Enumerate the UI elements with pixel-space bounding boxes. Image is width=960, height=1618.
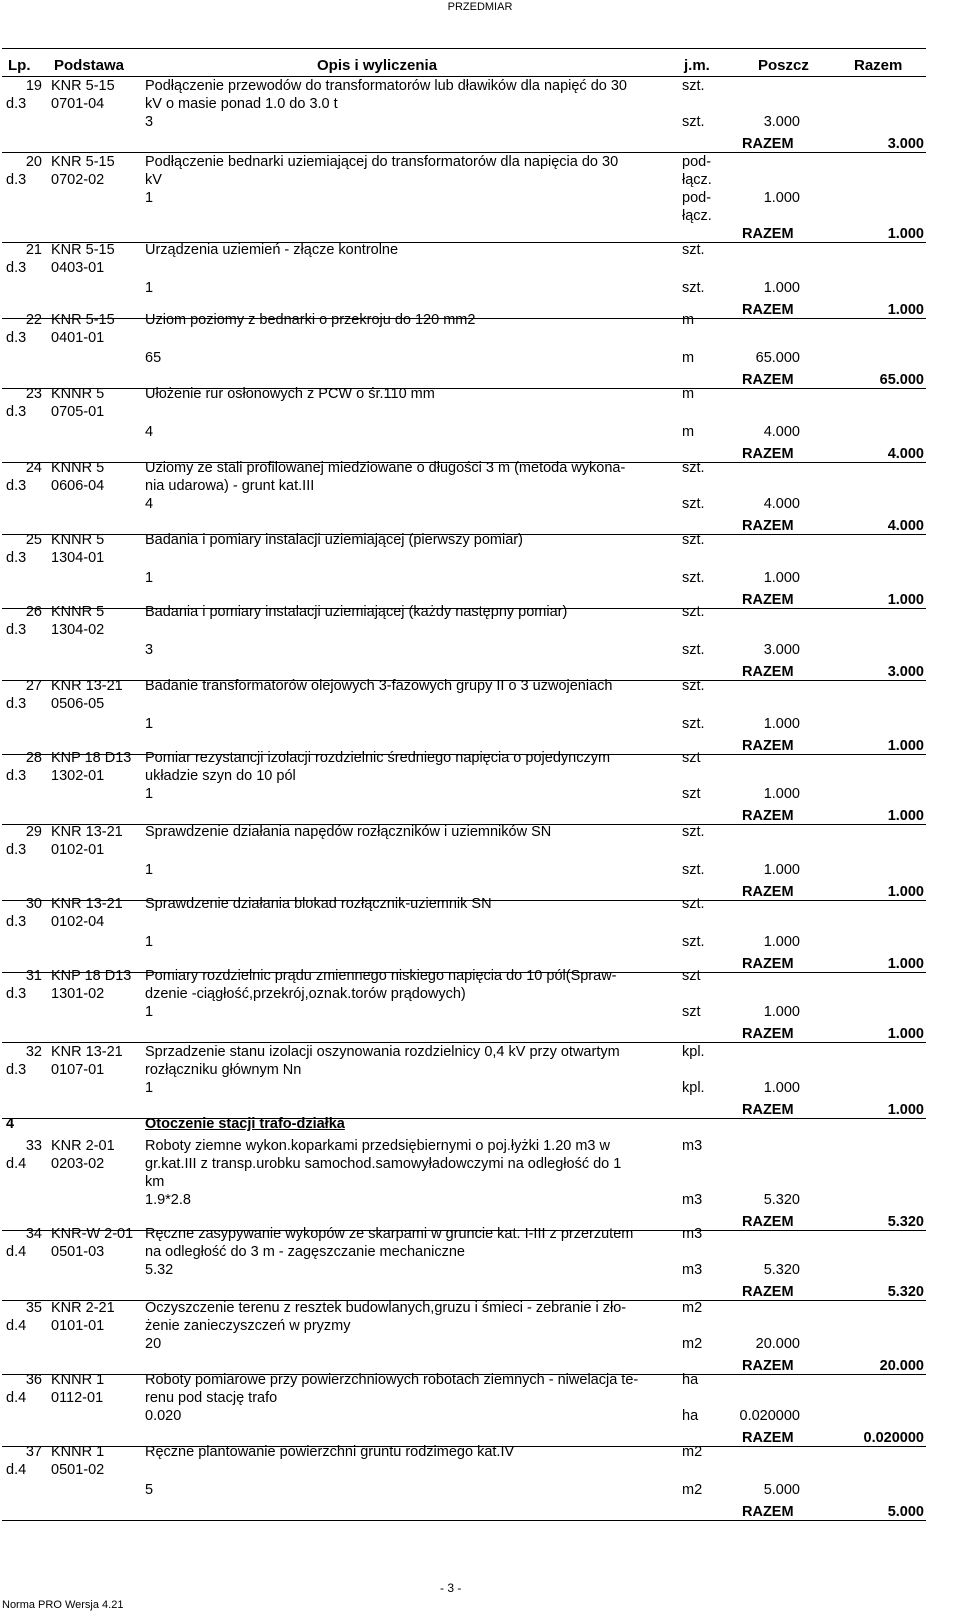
item-calculation: 1 xyxy=(145,1080,154,1096)
item-calc-unit: szt. xyxy=(682,280,705,296)
item-description-line: na odległość do 3 m - zagęszczanie mechaniczne xyxy=(145,1244,465,1260)
item-number: 25 xyxy=(25,532,42,548)
row-separator xyxy=(2,242,926,243)
item-description-line: Ręczne plantowanie powierzchni gruntu rodzimego kat.IV xyxy=(145,1444,515,1460)
item-description-line: Podłączenie przewodów do transformatorów lub dławików dla napięć do 30 xyxy=(145,78,627,94)
item-total: 0.020000 xyxy=(863,1430,924,1446)
item-calculation: 4 xyxy=(145,496,154,512)
header-poszcz: Poszcz xyxy=(758,57,809,74)
item-basis-code: 0203-02 xyxy=(51,1156,105,1172)
item-number: 19 xyxy=(25,78,42,94)
item-description-line: Roboty pomiarowe przy powierzchniowych robotach ziemnych - niwelacja te- xyxy=(145,1372,639,1388)
item-calc-unit: szt xyxy=(682,1004,701,1020)
item-basis-code: 1304-02 xyxy=(51,622,105,638)
item-unit: szt. xyxy=(682,532,705,548)
item-total: 3.000 xyxy=(887,136,924,152)
item-basis: KNR 2-21 xyxy=(51,1300,115,1316)
page-title: PRZEDMIAR xyxy=(447,1,513,13)
item-description-line: Sprawdzenie działania napędów rozłączników i uziemników SN xyxy=(145,824,552,840)
item-basis-code: 0501-03 xyxy=(51,1244,105,1260)
header-podstawa: Podstawa xyxy=(54,57,125,74)
item-total: 5.320 xyxy=(887,1214,924,1230)
item-description-line: kV xyxy=(145,172,162,188)
item-unit: szt xyxy=(682,968,701,984)
item-calc-unit: m xyxy=(682,350,695,366)
item-number: 23 xyxy=(25,386,42,402)
item-number: 27 xyxy=(25,678,42,694)
item-chapter: d.3 xyxy=(6,404,27,420)
item-razem-label: RAZEM xyxy=(742,1026,794,1042)
item-calculation: 1 xyxy=(145,1004,154,1020)
item-unit: kpl. xyxy=(682,1044,705,1060)
item-total: 1.000 xyxy=(887,884,924,900)
item-description-line: Ręczne zasypywanie wykopów ze skarpami w gruncie kat. I-III z przerzutem xyxy=(145,1226,634,1242)
item-unit: szt xyxy=(682,750,701,766)
item-total: 1.000 xyxy=(887,808,924,824)
item-chapter: d.3 xyxy=(6,96,27,112)
item-basis-code: 0501-02 xyxy=(51,1462,105,1478)
header-jm: j.m. xyxy=(684,57,710,74)
header-lp: Lp. xyxy=(8,57,31,74)
item-basis: KNR 13-21 xyxy=(51,678,123,694)
item-calc-unit: szt xyxy=(682,786,701,802)
item-total: 3.000 xyxy=(887,664,924,680)
row-separator xyxy=(2,1118,926,1119)
item-partial-value: 4.000 xyxy=(763,496,800,512)
item-description-line: gr.kat.III z transp.urobku samochod.samowyładowczymi na odległość do 1 xyxy=(145,1156,622,1172)
item-number: 21 xyxy=(25,242,42,258)
item-partial-value: 5.000 xyxy=(763,1482,800,1498)
item-calc-unit: kpl. xyxy=(682,1080,705,1096)
item-description-line: Uziom poziomy z bednarki o przekroju do 120 mm2 xyxy=(145,312,476,328)
item-calculation: 20 xyxy=(145,1336,162,1352)
item-chapter: d.4 xyxy=(6,1318,27,1334)
item-number: 31 xyxy=(25,968,42,984)
item-description-line: Badanie transformatorów olejowych 3-fazowych grupy II o 3 uzwojeniach xyxy=(145,678,613,694)
item-chapter: d.4 xyxy=(6,1390,27,1406)
page-number: - 3 - xyxy=(440,1581,462,1595)
item-unit: łącz. xyxy=(682,172,712,188)
item-partial-value: 1.000 xyxy=(763,862,800,878)
item-total: 1.000 xyxy=(887,592,924,608)
item-unit: m2 xyxy=(682,1444,703,1460)
item-razem-label: RAZEM xyxy=(742,1284,794,1300)
item-description-line: Badania i pomiary instalacji uziemiającej (każdy następny pomiar) xyxy=(145,604,568,620)
item-total: 4.000 xyxy=(887,518,924,534)
item-calc-unit: szt. xyxy=(682,862,705,878)
item-razem-label: RAZEM xyxy=(742,808,794,824)
item-number: 32 xyxy=(25,1044,42,1060)
item-unit: szt. xyxy=(682,678,705,694)
item-number: 35 xyxy=(25,1300,42,1316)
item-razem-label: RAZEM xyxy=(742,446,794,462)
item-calculation: 1 xyxy=(145,570,154,586)
item-basis-code: 0705-01 xyxy=(51,404,105,420)
item-description-line: Pomiary rozdzielnic prądu zmiennego niskiego napięcia do 10 pól(Spraw- xyxy=(145,968,617,984)
section-number: 4 xyxy=(6,1116,15,1132)
item-description-line: Podłączenie bednarki uziemiającej do transformatorów dla napięcia do 30 xyxy=(145,154,619,170)
item-calc-unit: łącz. xyxy=(682,208,712,224)
item-chapter: d.3 xyxy=(6,260,27,276)
item-partial-value: 65.000 xyxy=(755,350,800,366)
item-description-line: renu pod stację trafo xyxy=(145,1390,278,1406)
item-chapter: d.3 xyxy=(6,986,27,1002)
item-basis: KNNR 5 xyxy=(51,532,105,548)
item-calculation: 4 xyxy=(145,424,154,440)
item-basis: KNP 18 D13 xyxy=(51,750,132,766)
software-version: Norma PRO Wersja 4.21 xyxy=(2,1599,124,1611)
item-number: 22 xyxy=(25,312,42,328)
item-calc-unit: szt. xyxy=(682,496,705,512)
header-razem: Razem xyxy=(854,57,903,74)
item-description-line: dzenie -ciągłość,przekrój,oznak.torów prądowych) xyxy=(145,986,466,1002)
item-chapter: d.3 xyxy=(6,842,27,858)
item-razem-label: RAZEM xyxy=(742,136,794,152)
item-number: 30 xyxy=(25,896,42,912)
item-basis: KNR 13-21 xyxy=(51,896,123,912)
item-calculation: 1 xyxy=(145,280,154,296)
item-basis-code: 0401-01 xyxy=(51,330,105,346)
item-description-line: kV o masie ponad 1.0 do 3.0 t xyxy=(145,96,338,112)
item-calc-unit: m xyxy=(682,424,695,440)
item-basis: KNP 18 D13 xyxy=(51,968,132,984)
item-calc-unit: ha xyxy=(682,1408,699,1424)
item-description-line: Oczyszczenie terenu z resztek budowlanych,gruzu i śmieci - zebranie i zło- xyxy=(145,1300,627,1316)
item-unit: m3 xyxy=(682,1226,703,1242)
item-basis-code: 0701-04 xyxy=(51,96,105,112)
item-partial-value: 1.000 xyxy=(763,934,800,950)
item-basis: KNNR 5 xyxy=(51,604,105,620)
header-opis: Opis i wyliczenia xyxy=(317,57,438,74)
row-separator xyxy=(2,388,926,389)
item-total: 1.000 xyxy=(887,1102,924,1118)
item-calc-unit: m3 xyxy=(682,1192,703,1208)
item-chapter: d.4 xyxy=(6,1156,27,1172)
item-calculation: 65 xyxy=(145,350,162,366)
item-description-line: Pomiar rezystancji izolacji rozdzielnic średniego napięcia o pojedynczym xyxy=(145,750,611,766)
item-chapter: d.4 xyxy=(6,1462,27,1478)
item-chapter: d.3 xyxy=(6,622,27,638)
item-total: 1.000 xyxy=(887,1026,924,1042)
item-razem-label: RAZEM xyxy=(742,1504,794,1520)
item-calculation: 1 xyxy=(145,934,154,950)
item-basis: KNR 5-15 xyxy=(51,312,115,328)
item-calculation: 5 xyxy=(145,1482,154,1498)
item-partial-value: 3.000 xyxy=(763,114,800,130)
item-basis-code: 0702-02 xyxy=(51,172,105,188)
item-unit: ha xyxy=(682,1372,699,1388)
item-razem-label: RAZEM xyxy=(742,1430,794,1446)
item-basis: KNR 2-01 xyxy=(51,1138,115,1154)
item-razem-label: RAZEM xyxy=(742,1102,794,1118)
item-basis: KNNR 5 xyxy=(51,460,105,476)
item-partial-value: 5.320 xyxy=(763,1262,800,1278)
item-total: 65.000 xyxy=(879,372,924,388)
item-number: 29 xyxy=(25,824,42,840)
item-calc-unit: szt. xyxy=(682,934,705,950)
item-basis: KNNR 5 xyxy=(51,386,105,402)
item-basis-code: 0112-01 xyxy=(51,1390,104,1406)
item-chapter: d.3 xyxy=(6,478,27,494)
item-basis: KNNR 1 xyxy=(51,1444,105,1460)
item-total: 1.000 xyxy=(887,302,924,318)
item-unit: szt. xyxy=(682,896,705,912)
section-title: Otoczenie stacji trafo-działka xyxy=(145,1116,345,1132)
item-basis-code: 0606-04 xyxy=(51,478,105,494)
item-razem-label: RAZEM xyxy=(742,956,794,972)
item-total: 1.000 xyxy=(887,738,924,754)
item-razem-label: RAZEM xyxy=(742,518,794,534)
item-chapter: d.3 xyxy=(6,550,27,566)
item-calculation: 3 xyxy=(145,114,154,130)
item-unit: m2 xyxy=(682,1300,703,1316)
item-partial-value: 0.020000 xyxy=(739,1408,800,1424)
item-description-line: nia udarowa) - grunt kat.III xyxy=(145,478,315,494)
item-calculation: 5.32 xyxy=(145,1262,174,1278)
item-basis: KNR 5-15 xyxy=(51,78,115,94)
item-description-line: Badania i pomiary instalacji uziemiającej (pierwszy pomiar) xyxy=(145,532,523,548)
item-razem-label: RAZEM xyxy=(742,226,794,242)
item-basis-code: 0107-01 xyxy=(51,1062,105,1078)
item-unit: m3 xyxy=(682,1138,703,1154)
item-description-line: rozłączniku głównym Nn xyxy=(145,1062,302,1078)
item-calculation: 1 xyxy=(145,786,154,802)
item-calculation: 3 xyxy=(145,642,154,658)
item-unit: szt. xyxy=(682,242,705,258)
item-calculation: 0.020 xyxy=(145,1408,182,1424)
item-basis-code: 0102-04 xyxy=(51,914,105,930)
item-razem-label: RAZEM xyxy=(742,664,794,680)
item-number: 26 xyxy=(25,604,42,620)
item-description-line: Sprawdzenie działania blokad rozłącznik-uziemnik SN xyxy=(145,896,492,912)
item-basis: KNR 13-21 xyxy=(51,1044,123,1060)
item-unit: szt. xyxy=(682,604,705,620)
item-partial-value: 1.000 xyxy=(763,786,800,802)
item-chapter: d.3 xyxy=(6,914,27,930)
table-header xyxy=(2,56,926,76)
item-number: 34 xyxy=(25,1226,42,1242)
item-total: 5.320 xyxy=(887,1284,924,1300)
item-chapter: d.3 xyxy=(6,172,27,188)
item-description-line: Uziomy ze stali profilowanej miedziowane o długości 3 m (metoda wykona- xyxy=(145,460,626,476)
item-calc-unit: pod- xyxy=(682,190,712,206)
item-total: 5.000 xyxy=(887,1504,924,1520)
item-partial-value: 4.000 xyxy=(763,424,800,440)
item-chapter: d.4 xyxy=(6,1244,27,1260)
item-description-line: układzie szyn do 10 pól xyxy=(145,768,296,784)
item-chapter: d.3 xyxy=(6,330,27,346)
item-number: 33 xyxy=(25,1138,42,1154)
row-separator xyxy=(2,1520,926,1521)
item-calc-unit: szt. xyxy=(682,570,705,586)
item-calc-unit: m2 xyxy=(682,1336,703,1352)
item-unit: szt. xyxy=(682,824,705,840)
item-partial-value: 1.000 xyxy=(763,716,800,732)
item-razem-label: RAZEM xyxy=(742,1358,794,1374)
item-calc-unit: m2 xyxy=(682,1482,703,1498)
item-description-line: Roboty ziemne wykon.koparkami przedsiębiernymi o poj.łyżki 1.20 m3 w xyxy=(145,1138,610,1154)
item-basis: KNR 5-15 xyxy=(51,154,115,170)
item-basis-code: 1302-01 xyxy=(51,768,105,784)
item-unit: szt. xyxy=(682,78,705,94)
item-partial-value: 1.000 xyxy=(763,1080,800,1096)
item-calc-unit: szt. xyxy=(682,642,705,658)
item-total: 20.000 xyxy=(879,1358,924,1374)
item-partial-value: 1.000 xyxy=(763,190,800,206)
item-unit: szt. xyxy=(682,460,705,476)
item-description-line: km xyxy=(145,1174,165,1190)
item-razem-label: RAZEM xyxy=(742,884,794,900)
item-unit: pod- xyxy=(682,154,712,170)
item-number: 24 xyxy=(25,460,42,476)
item-razem-label: RAZEM xyxy=(742,738,794,754)
item-total: 1.000 xyxy=(887,226,924,242)
item-razem-label: RAZEM xyxy=(742,592,794,608)
item-basis-code: 1301-02 xyxy=(51,986,105,1002)
item-basis-code: 0101-01 xyxy=(51,1318,105,1334)
item-chapter: d.3 xyxy=(6,768,27,784)
item-calculation: 1 xyxy=(145,190,154,206)
item-razem-label: RAZEM xyxy=(742,302,794,318)
item-basis-code: 0102-01 xyxy=(51,842,105,858)
item-basis-code: 1304-01 xyxy=(51,550,105,566)
item-partial-value: 3.000 xyxy=(763,642,800,658)
item-number: 20 xyxy=(25,154,42,170)
item-razem-label: RAZEM xyxy=(742,372,794,388)
item-chapter: d.3 xyxy=(6,696,27,712)
item-basis: KNR-W 2-01 xyxy=(51,1226,134,1242)
item-calculation: 1 xyxy=(145,862,154,878)
item-partial-value: 20.000 xyxy=(755,1336,800,1352)
item-basis: KNR 13-21 xyxy=(51,824,123,840)
item-calc-unit: szt. xyxy=(682,716,705,732)
header-top-rule xyxy=(2,48,926,49)
item-partial-value: 5.320 xyxy=(763,1192,800,1208)
item-razem-label: RAZEM xyxy=(742,1214,794,1230)
item-total: 1.000 xyxy=(887,956,924,972)
item-total: 4.000 xyxy=(887,446,924,462)
item-partial-value: 1.000 xyxy=(763,570,800,586)
item-basis: KNNR 1 xyxy=(51,1372,105,1388)
item-calculation: 1.9*2.8 xyxy=(145,1192,191,1208)
item-basis: KNR 5-15 xyxy=(51,242,115,258)
item-description-line: Urządzenia uziemień - złącze kontrolne xyxy=(145,242,399,258)
item-basis-code: 0403-01 xyxy=(51,260,105,276)
item-number: 36 xyxy=(25,1372,42,1388)
item-unit: m xyxy=(682,312,695,328)
item-partial-value: 1.000 xyxy=(763,1004,800,1020)
item-description-line: żenie zanieczyszczeń w pryzmy xyxy=(145,1318,351,1334)
item-number: 28 xyxy=(25,750,42,766)
item-unit: m xyxy=(682,386,695,402)
item-description-line: Sprzadzenie stanu izolacji oszynowania rozdzielnicy 0,4 kV przy otwartym xyxy=(145,1044,620,1060)
item-chapter: d.3 xyxy=(6,1062,27,1078)
item-calculation: 1 xyxy=(145,716,154,732)
item-description-line: Ułożenie rur osłonowych z PCW o śr.110 mm xyxy=(145,386,435,402)
item-partial-value: 1.000 xyxy=(763,280,800,296)
item-calc-unit: m3 xyxy=(682,1262,703,1278)
item-number: 37 xyxy=(25,1444,42,1460)
item-basis-code: 0506-05 xyxy=(51,696,105,712)
item-calc-unit: szt. xyxy=(682,114,705,130)
